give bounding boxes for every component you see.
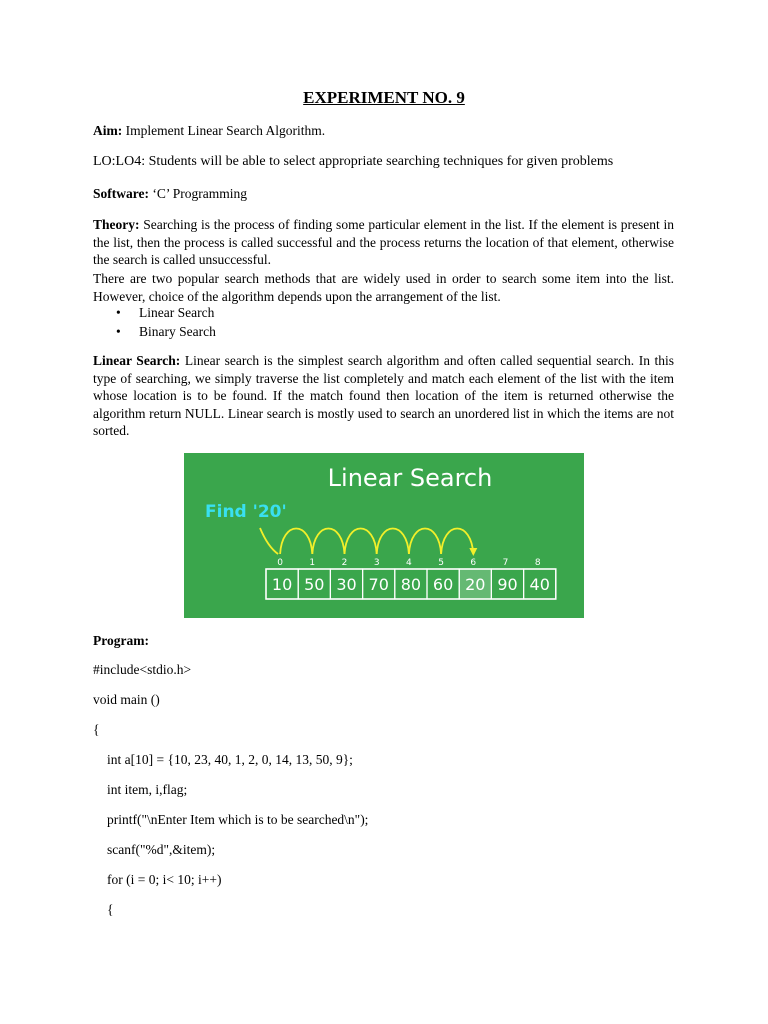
linear-search-label: Linear Search: <box>93 353 181 368</box>
array-index: 5 <box>438 558 444 568</box>
array-value: 10 <box>271 575 293 594</box>
search-methods-list <box>93 304 216 341</box>
bullet-icon: • <box>116 323 121 339</box>
theory-paragraph-2: There are two popular search methods that are widely used in order to search some item into the list. However, choice of the algorithm depends upon the arrangement of the list. <box>93 271 674 304</box>
code-line: int a[10] = {10, 23, 40, 1, 2, 0, 14, 13, 50, 9}; <box>107 752 353 767</box>
array-index: 2 <box>341 558 348 568</box>
figure-title: Linear Search <box>327 464 493 492</box>
array-value: 60 <box>432 575 454 594</box>
list-item-label: Binary Search <box>139 323 216 339</box>
software-label: Software: <box>93 186 149 201</box>
array-index: 6 <box>470 558 477 568</box>
page-title: EXPERIMENT NO. 9 <box>303 88 465 107</box>
list-item <box>93 323 216 342</box>
code-line: for (i = 0; i< 10; i++) <box>107 872 222 887</box>
software-line <box>93 185 674 203</box>
linear-search-paragraph <box>93 352 674 440</box>
array-value: 40 <box>529 575 550 594</box>
list-item-label: Linear Search <box>139 305 215 320</box>
code-line: int item, i,flag; <box>107 782 188 797</box>
code-line: { <box>107 902 114 917</box>
code-line: { <box>93 722 100 737</box>
array-index: 3 <box>373 558 380 568</box>
aim-line <box>93 122 674 140</box>
linear-search-figure <box>184 453 584 618</box>
array-index: 7 <box>502 558 509 568</box>
software-text: ‘C’ Programming <box>152 186 247 201</box>
code-line: scanf("%d",&item); <box>107 842 216 857</box>
array-value: 30 <box>336 575 357 594</box>
array-index: 0 <box>277 558 283 568</box>
array-value: 70 <box>368 575 389 594</box>
theory-text: Searching is the process of finding some particular element in the list. If the element is present in the list, then the process is called successful and the process returns the location of that element, otherwise the search is called unsuccessful. <box>93 217 674 268</box>
code-line: #include<stdio.h> <box>93 662 192 677</box>
array-value: 50 <box>304 575 325 594</box>
code-line: printf("\nEnter Item which is to be searched\n"); <box>107 812 369 827</box>
aim-text: Implement Linear Search Algorithm. <box>125 123 326 138</box>
aim-label: Aim: <box>93 123 123 138</box>
theory-label: Theory: <box>93 217 140 232</box>
list-item <box>93 304 216 323</box>
linear-search-illustration <box>184 453 584 618</box>
lo-line: LO:LO4: Students will be able to select appropriate searching techniques for given problems <box>93 154 614 169</box>
program-label: Program: <box>93 633 149 648</box>
array-value: 80 <box>400 575 422 594</box>
find-label: Find '20' <box>205 502 287 522</box>
code-line: void main () <box>93 692 160 707</box>
bullet-icon: • <box>116 305 121 320</box>
array-index: 4 <box>406 558 412 568</box>
linear-search-text: Linear search is the simplest search algorithm and often called sequential search. In this type of searching, we simply traverse the list completely and match each element of the list with the item whose location is to be found. If the match found then location of the item is returned otherwise the algorithm return NULL. Linear search is mostly used to search an unordered list in which the items are not sorted. <box>93 353 675 439</box>
array-value: 90 <box>497 575 518 594</box>
array-index: 8 <box>534 558 541 568</box>
array-index: 1 <box>309 558 316 568</box>
array-value: 20 <box>465 575 486 594</box>
theory-paragraph <box>93 216 674 269</box>
